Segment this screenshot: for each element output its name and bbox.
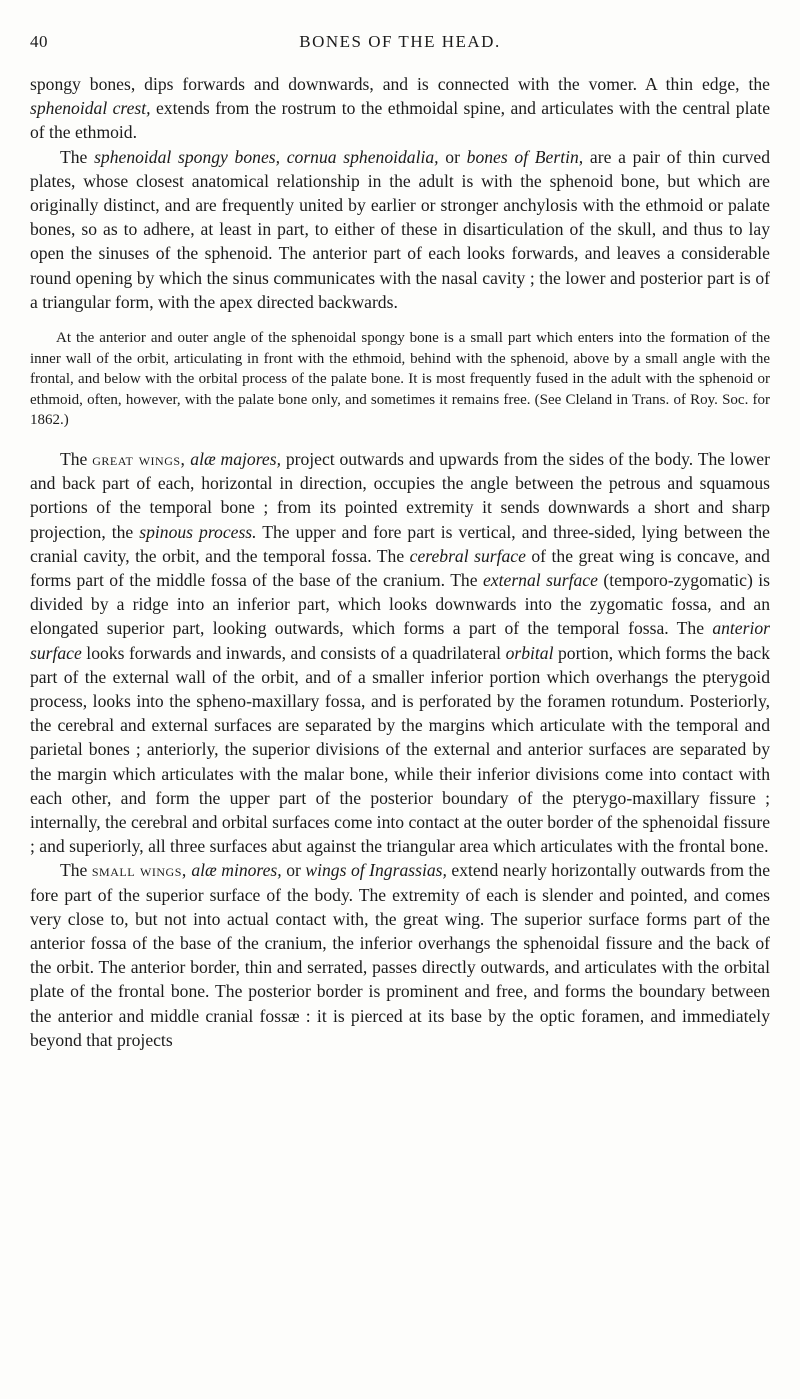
- text-run: The: [60, 860, 92, 881]
- text-run: spongy bones, dips forwards and downwards, and is connected with the vomer. A thin edge, the: [30, 74, 770, 94]
- text-run: (temporo-zygomatic) is divided by a ridge into an inferior part, which looks downwards into the zygomatic fossa, and an elongated superior part, looking outwards, which forms a part of the temporal fossa. The: [30, 570, 771, 639]
- paragraph-great-wings: [30, 447, 770, 858]
- text-run: portion, which forms the back part of the external wall of the orbit, and of a smaller inferior portion which overhangs the pterygoid process, looks into the spheno-maxillary fossa, and is perforated by the foramen rotundum. Posteriorly, the cerebral and external surfaces are separated by the margins which articulate with the temporal and parietal bones ; anteriorly, the superior divisions of the external and anterior surfaces are separated by the margin which articulates with the malar bone, while their inferior divisions come into contact with each other, and form the upper part of the posterior boundary of the pterygo-maxillary fissure ; internally, the cerebral and orbital surfaces come into contact at the outer border of the sphenoidal fissure ; and superiorly, all three surfaces abut against the triangular area which articulates with the frontal bone.: [30, 642, 770, 857]
- italic-term: alæ majores,: [190, 449, 281, 469]
- paragraph-sphenoidal-crest: [30, 72, 770, 145]
- text-run: looks forwards and inwards, and consists of a quadrilateral: [81, 642, 506, 663]
- small-caps-term: small wings,: [91, 860, 187, 881]
- small-caps-term: great wings,: [92, 449, 186, 469]
- text-run: The: [60, 449, 93, 469]
- running-title: BONES OF THE HEAD.: [299, 32, 501, 51]
- text-run: are a pair of thin curved plates, whose closest anatomical relationship in the adult is with the sphenoid bone, but which are originally distinct, and are frequently united by earlier or stronger anchylosis with the ethmoid or palate bones, so as to adhere, at least in part, to either of these in disarticulation of the skull, and thus to lay open the sinuses of the sphenoid. The anterior part of each looks forwards, and leaves a considerable round opening by which the sinus communicates with the nasal cavity ; the lower and posterior part is of a triangular form, with the apex directed backwards.: [30, 146, 770, 312]
- text-run: extends from the rostrum to the ethmoidal spine, and articulates with the central plate of the ethmoid.: [30, 98, 771, 143]
- text-run: The upper and fore part is vertical, and three-sided, lying between the cranial cavity, the orbit, and the temporal fossa. The: [30, 521, 770, 566]
- text-run: The: [60, 146, 95, 167]
- running-head: [30, 30, 770, 60]
- main-text-continued: [30, 447, 770, 1052]
- text-run: of the great wing is concave, and forms part of the middle fossa of the base of the cranium. The: [30, 545, 770, 591]
- italic-term: alæ minores,: [191, 860, 282, 881]
- italic-term: anterior surface: [30, 618, 770, 663]
- italic-term: sphenoidal crest,: [30, 98, 151, 119]
- text-run: project outwards and upwards from the sides of the body. The lower and back part of each, horizontal in direction, occupies the angle between the petrous and squamous portions of the temporal bone ; from its pointed extremity it sends downwards a short and sharp projection, the: [30, 449, 770, 542]
- small-print-note: [30, 328, 770, 431]
- italic-term: spinous process.: [139, 521, 257, 542]
- main-text: [30, 72, 770, 314]
- text-run: extend nearly horizontally outwards from the fore part of the superior surface of the body. The extremity of each is slender and pointed, and comes very close to, but not into actual contact with, the great wing. The superior surface forms part of the anterior fossa of the base of the cranium, the inferior overhangs the sphenoidal fissure and the back of the orbit. The anterior border, thin and serrated, passes directly outwards, and articulates with the orbital plate of the frontal bone. The posterior border is prominent and free, and forms the boundary between the anterior and middle cranial fossæ : it is pierced at its base by the optic foramen, and immediately beyond that projects: [30, 860, 771, 1050]
- italic-term: cerebral surface: [409, 545, 526, 566]
- italic-term: orbital: [505, 642, 554, 663]
- italic-term: bones of Bertin,: [466, 146, 584, 167]
- paragraph-spongy-bones: [30, 145, 770, 314]
- text-run: or: [281, 860, 306, 881]
- italic-term: sphenoidal spongy bones, cornua sphenoidalia,: [94, 146, 439, 167]
- italic-term: wings of Ingrassias,: [305, 860, 447, 881]
- paragraph-small-wings: [30, 858, 770, 1052]
- small-print-paragraph: At the anterior and outer angle of the sphenoidal spongy bone is a small part which enters into the formation of the inner wall of the orbit, articulating in front with the ethmoid, behind with the sphenoid, above by a small angle with the frontal, and below with the orbital process of the palate bone. It is most frequently fused in the adult with the sphenoid or ethmoid, often, however, with the palate bone only, and sometimes it remains free. (See Cleland in Trans. of Roy. Soc. for 1862.): [30, 330, 770, 429]
- page-number: 40: [30, 32, 48, 51]
- italic-term: external surface: [483, 570, 598, 591]
- text-run: or: [438, 146, 467, 167]
